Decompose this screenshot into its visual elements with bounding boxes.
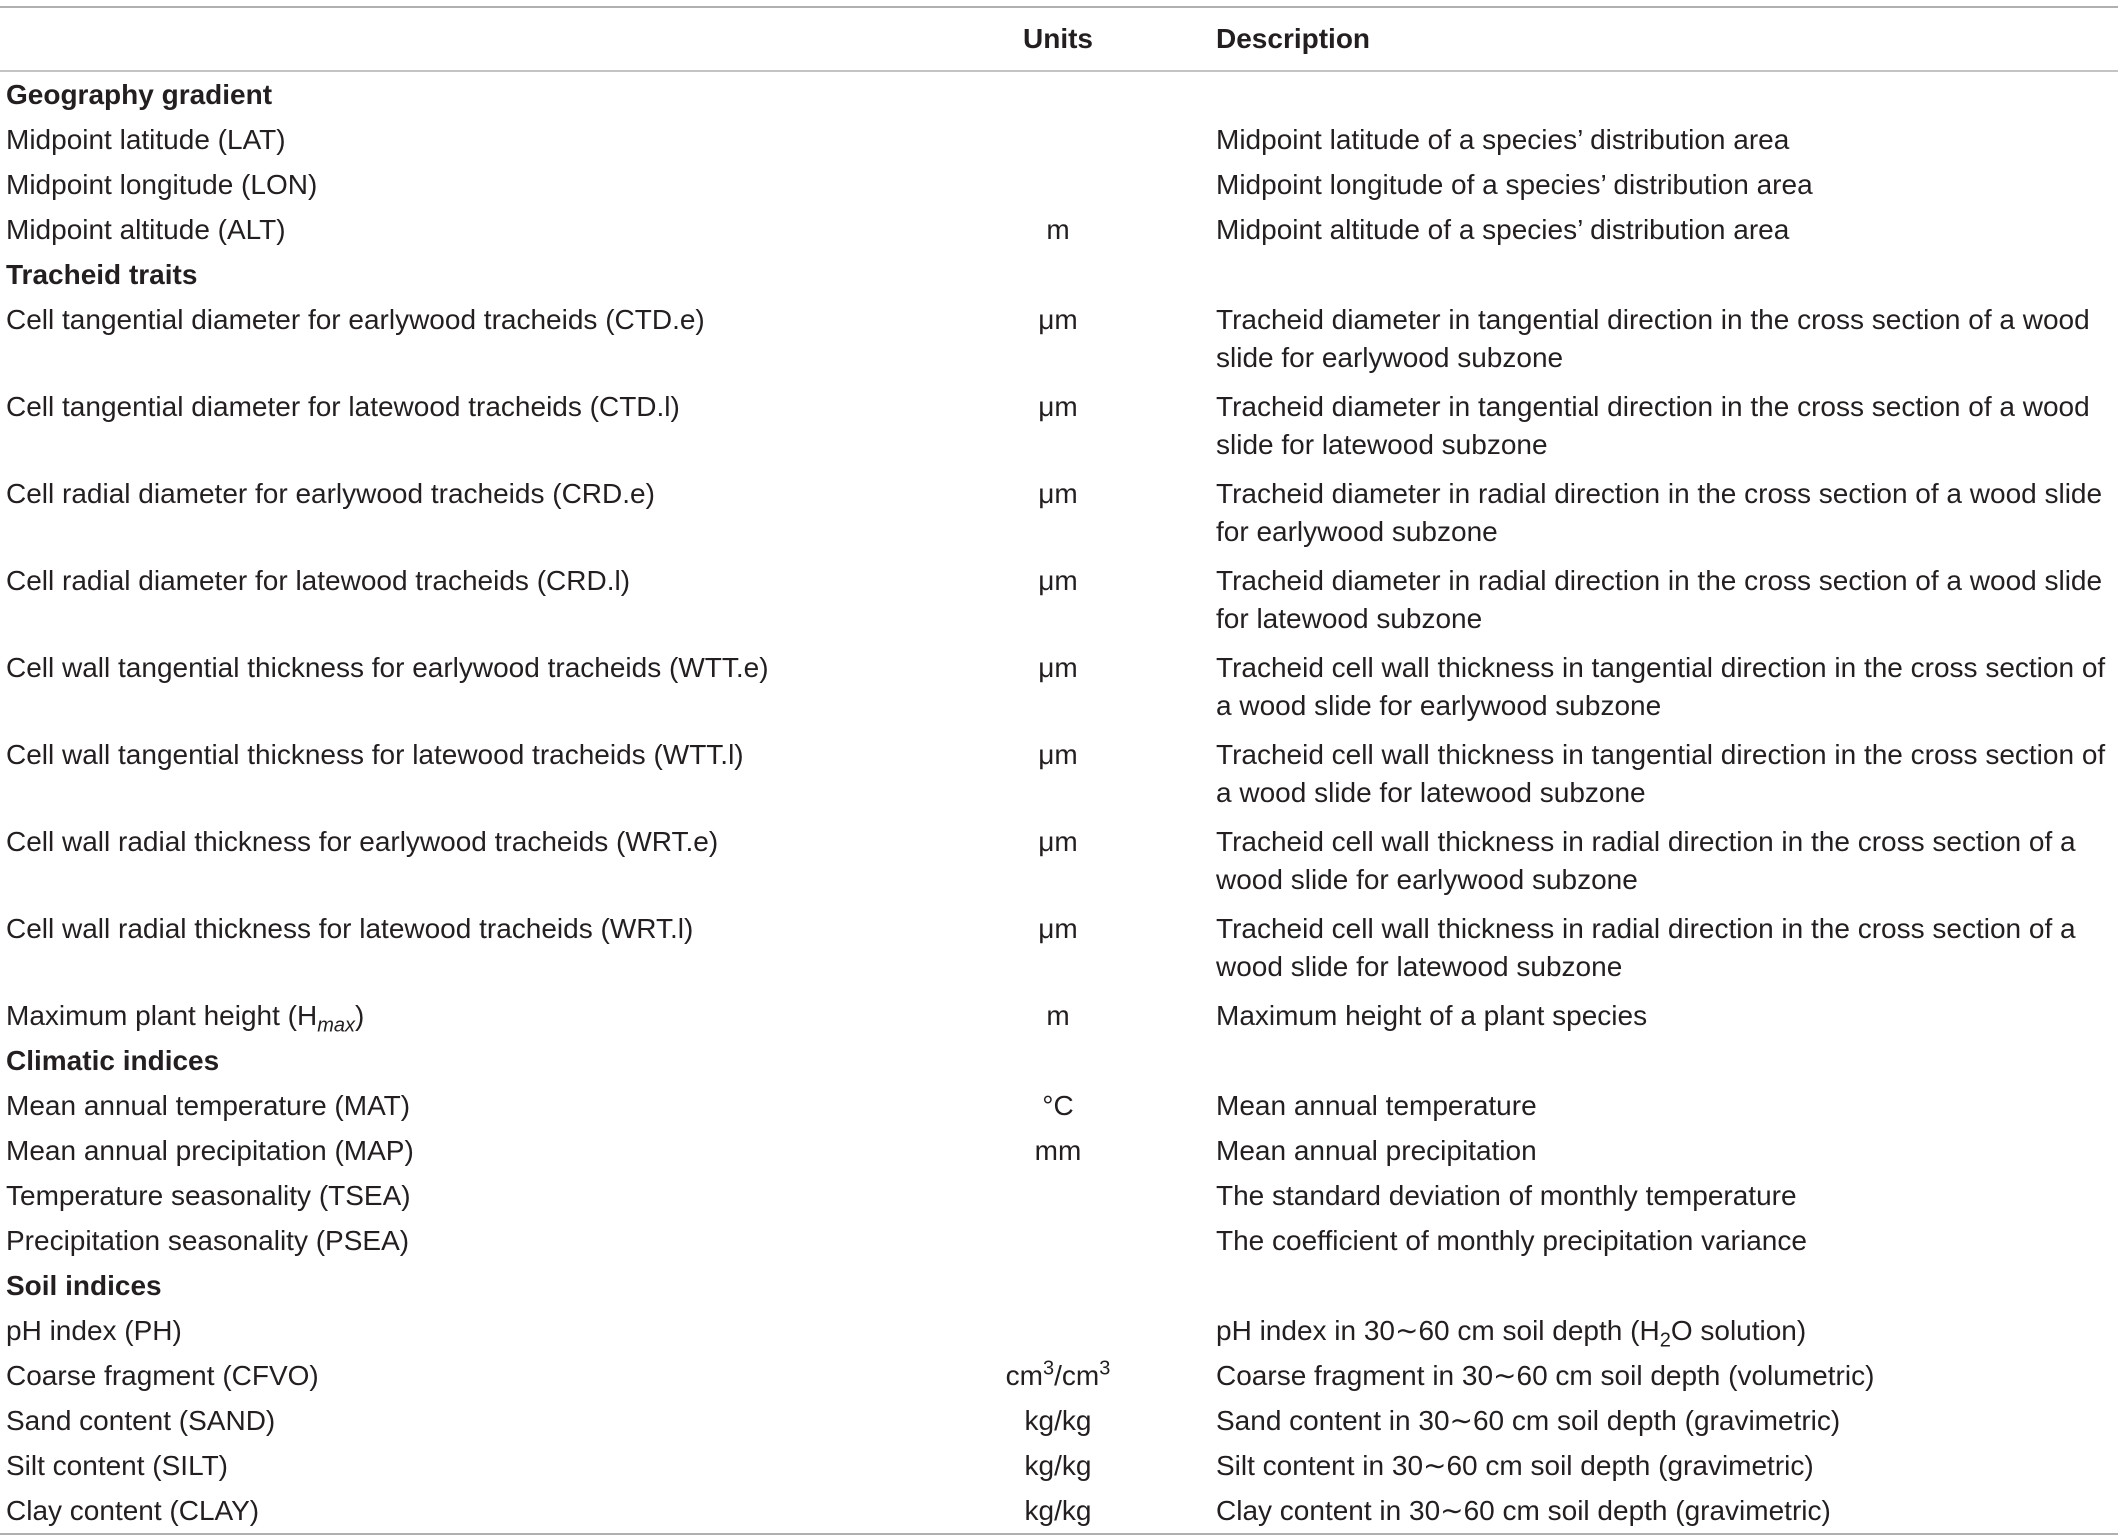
units-cell: kg/kg [1024, 1450, 1092, 1481]
units-cell: °C [1042, 1090, 1074, 1121]
description-cell: Mean annual precipitation [1216, 1135, 1537, 1166]
units-cell: m [1046, 1000, 1070, 1031]
units-cell [900, 1218, 1216, 1263]
variable-name-cell: Mean annual temperature (MAT) [6, 1090, 411, 1121]
section-row [0, 72, 2118, 117]
section-row [0, 1263, 2118, 1308]
table-row [0, 645, 2118, 732]
description-cell: Tracheid diameter in radial direction in the cross section of a wood slide for earlywood subzone [1216, 478, 2103, 547]
variable-name-cell: Cell wall radial thickness for earlywood tracheids (WRT.e) [6, 826, 719, 857]
description-cell: Silt content in 30∼60 cm soil depth (gravimetric) [1216, 1450, 1814, 1481]
units-cell [900, 162, 1216, 207]
units-cell [900, 117, 1216, 162]
description-cell: The standard deviation of monthly temperature [1216, 1180, 1797, 1211]
units-cell: μm [1038, 652, 1078, 683]
description-cell: Tracheid cell wall thickness in radial direction in the cross section of a wood slide for earlywood subzone [1216, 826, 2076, 895]
table-row [0, 117, 2118, 162]
units-cell: μm [1038, 739, 1078, 770]
units-cell: μm [1038, 478, 1078, 509]
variable-name-cell: pH index (PH) [6, 1315, 182, 1346]
units-cell: μm [1038, 304, 1078, 335]
description-cell: Tracheid cell wall thickness in tangential direction in the cross section of a wood slide for earlywood subzone [1216, 652, 2106, 721]
units-text: cm [1005, 1360, 1043, 1391]
section-heading: Geography gradient [6, 79, 273, 110]
table-row [0, 1308, 2118, 1353]
variable-name-cell [0, 993, 900, 1038]
variable-name-cell: Cell wall tangential thickness for latewood tracheids (WTT.l) [6, 739, 744, 770]
description-text: pH index in 30∼60 cm soil depth (H [1216, 1315, 1660, 1346]
variables-table-container [0, 6, 2118, 1535]
units-superscript: 3 [1042, 1357, 1055, 1380]
description-subscript: 2 [1659, 1329, 1671, 1352]
units-superscript: 3 [1099, 1357, 1111, 1380]
variable-name-cell: Sand content (SAND) [6, 1405, 276, 1436]
units-cell [900, 1173, 1216, 1218]
variable-name-text: ) [355, 1000, 365, 1031]
units-cell: μm [1038, 826, 1078, 857]
variables-table [0, 8, 2118, 1533]
description-cell: The coefficient of monthly precipitation variance [1216, 1225, 1807, 1256]
units-cell: kg/kg [1024, 1405, 1092, 1436]
description-cell: Midpoint altitude of a species’ distribution area [1216, 214, 1790, 245]
variable-name-cell: Clay content (CLAY) [6, 1495, 260, 1526]
variable-name-cell: Temperature seasonality (TSEA) [6, 1180, 411, 1211]
variable-name-cell: Precipitation seasonality (PSEA) [6, 1225, 410, 1256]
table-row [0, 558, 2118, 645]
table-row [0, 819, 2118, 906]
section-heading: Climatic indices [6, 1045, 220, 1076]
units-cell: μm [1038, 391, 1078, 422]
units-cell: μm [1038, 913, 1078, 944]
units-cell: m [1046, 214, 1070, 245]
description-cell: Tracheid diameter in tangential direction in the cross section of a wood slide for latewood subzone [1216, 391, 2090, 460]
table-row [0, 1083, 2118, 1128]
variable-name-cell: Midpoint altitude (ALT) [6, 214, 286, 245]
description-cell: Midpoint longitude of a species’ distribution area [1216, 169, 1813, 200]
variable-name-cell: Cell radial diameter for latewood tracheids (CRD.l) [6, 565, 631, 596]
section-heading: Tracheid traits [6, 259, 198, 290]
variable-name-cell: Mean annual precipitation (MAP) [6, 1135, 414, 1166]
table-row [0, 1443, 2118, 1488]
variable-name-cell: Cell wall radial thickness for latewood tracheids (WRT.l) [6, 913, 694, 944]
table-row [0, 207, 2118, 252]
units-cell: kg/kg [1024, 1495, 1092, 1526]
description-cell: Coarse fragment in 30∼60 cm soil depth (volumetric) [1216, 1360, 1875, 1391]
units-cell [900, 1308, 1216, 1353]
table-row [0, 471, 2118, 558]
variable-name-subscript: max [317, 1014, 356, 1037]
variable-name-cell: Midpoint longitude (LON) [6, 169, 318, 200]
table-row [0, 732, 2118, 819]
units-cell [900, 1353, 1216, 1398]
description-cell: Mean annual temperature [1216, 1090, 1537, 1121]
description-cell: Tracheid cell wall thickness in tangential direction in the cross section of a wood slide for latewood subzone [1216, 739, 2106, 808]
variable-name-text: Maximum plant height (H [6, 1000, 318, 1031]
variable-name-cell: Coarse fragment (CFVO) [6, 1360, 319, 1391]
description-cell: Tracheid diameter in tangential direction in the cross section of a wood slide for earlywood subzone [1216, 304, 2090, 373]
description-cell: Midpoint latitude of a species’ distribution area [1216, 124, 1790, 155]
variable-name-cell: Silt content (SILT) [6, 1450, 229, 1481]
variable-name-cell: Midpoint latitude (LAT) [6, 124, 286, 155]
description-cell: Maximum height of a plant species [1216, 1000, 1648, 1031]
section-row [0, 1038, 2118, 1083]
header-units: Units [1023, 23, 1093, 55]
table-row [0, 162, 2118, 207]
description-cell: Tracheid cell wall thickness in radial direction in the cross section of a wood slide for latewood subzone [1216, 913, 2076, 982]
table-row [0, 1218, 2118, 1263]
section-heading: Soil indices [6, 1270, 162, 1301]
variable-name-cell: Cell radial diameter for earlywood tracheids (CRD.e) [6, 478, 655, 509]
variable-name-cell: Cell tangential diameter for earlywood tracheids (CTD.e) [6, 304, 705, 335]
table-row [0, 384, 2118, 471]
table-row [0, 1128, 2118, 1173]
description-cell: Clay content in 30∼60 cm soil depth (gravimetric) [1216, 1495, 1831, 1526]
variable-name-cell: Cell tangential diameter for latewood tracheids (CTD.l) [6, 391, 680, 422]
description-cell: Sand content in 30∼60 cm soil depth (gravimetric) [1216, 1405, 1841, 1436]
table-row [0, 1173, 2118, 1218]
units-text: /cm [1054, 1360, 1100, 1391]
table-row [0, 906, 2118, 993]
section-row [0, 252, 2118, 297]
description-cell: Tracheid diameter in radial direction in the cross section of a wood slide for latewood subzone [1216, 565, 2103, 634]
description-text: O solution) [1670, 1315, 1807, 1346]
table-row [0, 297, 2118, 384]
table-row [0, 1353, 2118, 1398]
header-description: Description [1216, 23, 1371, 55]
table-row [0, 1488, 2118, 1533]
variable-name-cell: Cell wall tangential thickness for earlywood tracheids (WTT.e) [6, 652, 769, 683]
description-cell [1216, 1308, 2118, 1353]
table-row [0, 1398, 2118, 1443]
header-row [0, 8, 2118, 70]
table-body [0, 70, 2118, 1533]
table-row [0, 993, 2118, 1038]
units-cell: mm [1034, 1135, 1082, 1166]
units-cell: μm [1038, 565, 1078, 596]
header-variable [0, 8, 900, 70]
